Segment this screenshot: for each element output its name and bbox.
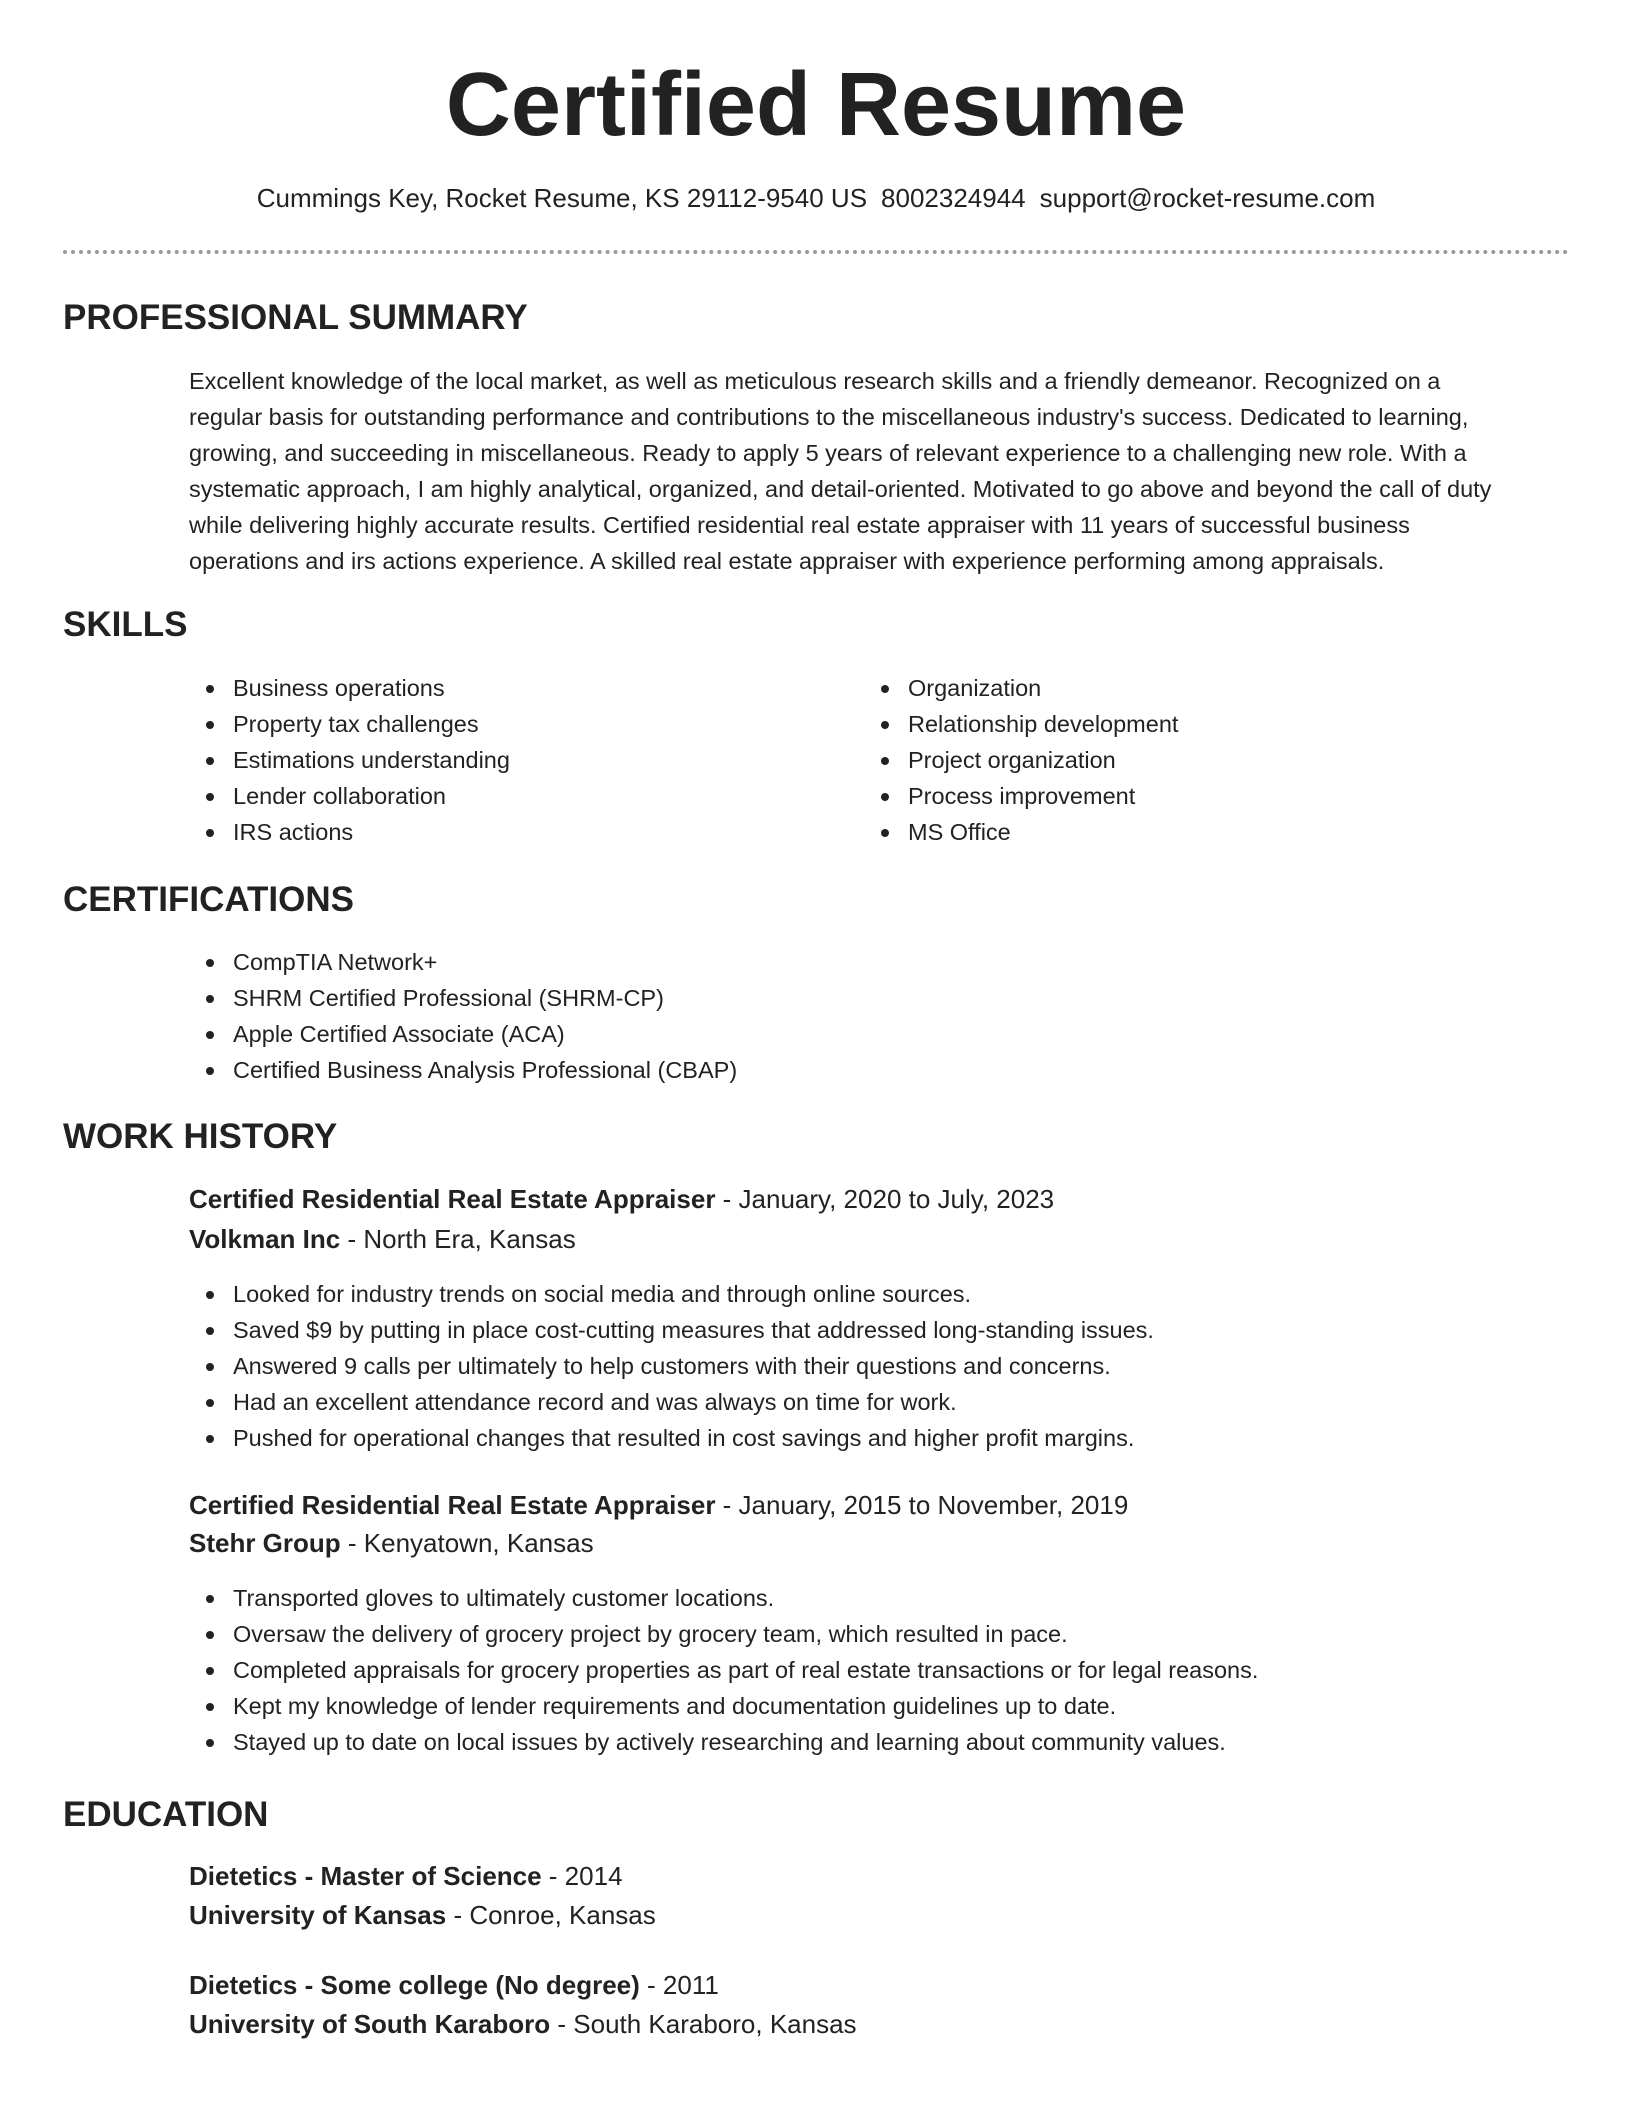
job-bullets <box>189 1580 1258 1760</box>
job-company: Stehr Group <box>189 1528 341 1558</box>
summary-line: growing, and succeeding in miscellaneous. Ready to apply 5 years of relevant experience to a challenging new role. With a <box>189 440 1467 466</box>
education-degree-line <box>189 1966 719 2004</box>
job-bullet: Completed appraisals for grocery properties as part of real estate transactions or for legal reasons. <box>233 1652 1258 1688</box>
job-bullet: Pushed for operational changes that resulted in cost savings and higher profit margins. <box>233 1420 1154 1456</box>
job-bullet: Stayed up to date on local issues by actively researching and learning about community values. <box>233 1724 1258 1760</box>
skills-list-left <box>189 670 510 850</box>
job-bullet: Answered 9 calls per ultimately to help customers with their questions and concerns. <box>233 1348 1154 1384</box>
certifications-list <box>189 944 737 1088</box>
summary-line: Excellent knowledge of the local market, as well as meticulous research skills and a friendly demeanor. Recognized on a <box>189 368 1441 394</box>
skills-list-right <box>864 670 1178 850</box>
education-degree-line <box>189 1857 623 1895</box>
skill-item: Process improvement <box>908 778 1178 814</box>
contact-line <box>0 180 1632 216</box>
job-company-line <box>189 1220 576 1258</box>
work-history-heading: WORK HISTORY <box>63 1117 338 1156</box>
certification-item: SHRM Certified Professional (SHRM-CP) <box>233 980 737 1016</box>
skill-item: MS Office <box>908 814 1178 850</box>
job-bullet: Kept my knowledge of lender requirements and documentation guidelines up to date. <box>233 1688 1258 1724</box>
job-bullets <box>189 1276 1154 1456</box>
summary-line: operations and irs actions experience. A skilled real estate appraiser with experience performing among appraisals. <box>189 548 1385 574</box>
job-title-line <box>189 1486 1128 1524</box>
header-divider <box>63 250 1569 254</box>
skill-item: Estimations understanding <box>233 742 510 778</box>
job-role: Certified Residential Real Estate Appraiser <box>189 1184 716 1214</box>
job-bullet: Had an excellent attendance record and was always on time for work. <box>233 1384 1154 1420</box>
education-year: - 2011 <box>639 1970 719 2000</box>
skill-item: Relationship development <box>908 706 1178 742</box>
summary-text <box>189 363 1569 579</box>
education-school-line <box>189 2005 857 2043</box>
resume-name: Certified Resume <box>445 55 1187 155</box>
job-location: - North Era, Kansas <box>340 1224 576 1254</box>
certification-item: Certified Business Analysis Professional (CBAP) <box>233 1052 737 1088</box>
education-school: University of Kansas <box>189 1900 447 1930</box>
education-location: - South Karaboro, Kansas <box>550 2009 857 2039</box>
summary-heading: PROFESSIONAL SUMMARY <box>63 298 528 337</box>
job-company: Volkman Inc <box>189 1224 341 1254</box>
summary-line: regular basis for outstanding performance and contributions to the miscellaneous industry's success. Dedicated to learning, <box>189 404 1469 430</box>
summary-line: while delivering highly accurate results. Certified residential real estate appraiser with 11 years of successful business <box>189 512 1410 538</box>
job-bullet: Transported gloves to ultimately customer locations. <box>233 1580 1258 1616</box>
job-location: - Kenyatown, Kansas <box>340 1528 594 1558</box>
job-bullet: Looked for industry trends on social media and through online sources. <box>233 1276 1154 1312</box>
skill-item: Property tax challenges <box>233 706 510 742</box>
skill-item: Lender collaboration <box>233 778 510 814</box>
education-school: University of South Karaboro <box>189 2009 551 2039</box>
skill-item: Project organization <box>908 742 1178 778</box>
job-role: Certified Residential Real Estate Appraiser <box>189 1490 716 1520</box>
skill-item: Organization <box>908 670 1178 706</box>
certifications-heading: CERTIFICATIONS <box>63 880 355 919</box>
job-bullet: Saved $9 by putting in place cost-cutting measures that addressed long-standing issues. <box>233 1312 1154 1348</box>
education-year: - 2014 <box>541 1861 623 1891</box>
contact-phone: 8002324944 <box>881 183 1026 213</box>
education-heading: EDUCATION <box>63 1795 269 1834</box>
education-school-line <box>189 1896 656 1934</box>
summary-line: systematic approach, I am highly analytical, organized, and detail-oriented. Motivated to go above and beyond the call of duty <box>189 476 1492 502</box>
contact-address: Cummings Key, Rocket Resume, KS 29112-9540 US <box>256 183 868 213</box>
skill-item: IRS actions <box>233 814 510 850</box>
education-degree: Dietetics - Master of Science <box>189 1861 542 1891</box>
job-dates: - January, 2020 to July, 2023 <box>715 1184 1055 1214</box>
skills-heading: SKILLS <box>63 605 188 644</box>
job-dates: - January, 2015 to November, 2019 <box>715 1490 1129 1520</box>
job-title-line <box>189 1180 1054 1218</box>
job-company-line <box>189 1524 594 1562</box>
certification-item: CompTIA Network+ <box>233 944 737 980</box>
certification-item: Apple Certified Associate (ACA) <box>233 1016 737 1052</box>
education-location: - Conroe, Kansas <box>446 1900 656 1930</box>
education-degree: Dietetics - Some college (No degree) <box>189 1970 640 2000</box>
job-bullet: Oversaw the delivery of grocery project by grocery team, which resulted in pace. <box>233 1616 1258 1652</box>
contact-email: support@rocket-resume.com <box>1039 183 1376 213</box>
skill-item: Business operations <box>233 670 510 706</box>
